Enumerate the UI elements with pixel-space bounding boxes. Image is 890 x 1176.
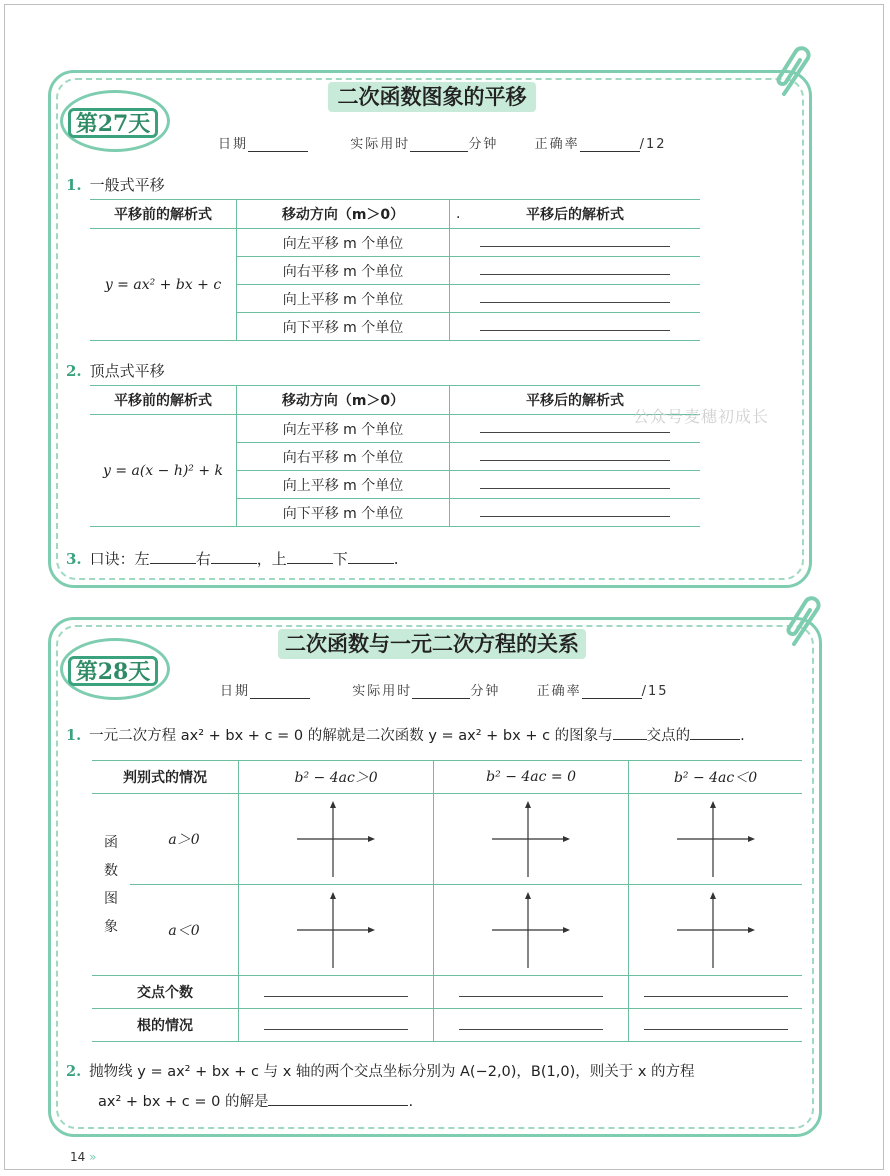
- mnemonic-down: 下: [332, 550, 348, 568]
- question-end: .: [740, 728, 745, 744]
- header-zero: b² − 4ac = 0: [434, 761, 629, 794]
- question-line2: ax² + bx + c = 0 的解是: [98, 1094, 269, 1110]
- mnemonic-prefix: 口诀：左: [89, 550, 150, 568]
- day27-meta: [218, 133, 667, 152]
- question-text: 一元二次方程 ax² + bx + c = 0 的解就是二次函数 y = ax² + bx + c 的图象与: [89, 728, 613, 744]
- row-left: 向左平移 m 个单位: [237, 229, 450, 257]
- row-right: 向右平移 m 个单位: [237, 257, 450, 285]
- header-after: 平移后的解析式: [496, 200, 700, 229]
- coordinate-axes-icon[interactable]: [490, 890, 572, 970]
- page-number-text: 14: [70, 1150, 86, 1164]
- question-text: 一般式平移: [89, 176, 165, 194]
- day28-q2-line2: [98, 1090, 413, 1111]
- answer-blank[interactable]: [480, 234, 670, 247]
- time-used-label: 实际用时: [350, 137, 411, 152]
- header-before: 平移前的解析式: [90, 200, 237, 229]
- date-blank[interactable]: [250, 683, 310, 699]
- chevron-right-icon: »: [89, 1150, 97, 1164]
- minutes-label: 分钟: [470, 684, 501, 699]
- day28-badge-label: 第28天: [68, 656, 158, 686]
- condition-a-negative: a＜0: [130, 885, 239, 976]
- formula-general: y = ax² + bx + c: [90, 229, 237, 341]
- minutes-label: 分钟: [468, 137, 499, 152]
- date-label: 日期: [220, 684, 251, 699]
- coordinate-axes-icon[interactable]: [295, 799, 377, 879]
- header-negative: b² − 4ac＜0: [629, 761, 802, 794]
- answer-blank[interactable]: [264, 1017, 408, 1030]
- day27-q1-heading: [66, 174, 165, 195]
- answer-blank[interactable]: [480, 262, 670, 275]
- accuracy-total: /12: [639, 137, 667, 152]
- row-left: 向左平移 m 个单位: [237, 415, 450, 443]
- answer-blank[interactable]: [459, 1017, 603, 1030]
- up-blank[interactable]: [287, 549, 333, 564]
- answer-blank[interactable]: [264, 984, 408, 997]
- day27-q2-table: [90, 385, 700, 527]
- row-intersections: 交点个数: [92, 976, 239, 1009]
- side-label-char: 象: [104, 918, 118, 935]
- side-label-char: 函: [104, 834, 118, 851]
- question-line2-end: .: [408, 1094, 414, 1110]
- header-discriminant: 判别式的情况: [92, 761, 239, 794]
- right-blank[interactable]: [211, 549, 257, 564]
- solution-blank[interactable]: [268, 1091, 408, 1106]
- header-dot: .: [450, 200, 497, 229]
- header-after: 平移后的解析式: [450, 386, 701, 415]
- mnemonic-right: 右: [195, 550, 211, 568]
- date-label: 日期: [218, 137, 249, 152]
- question-mid: 交点的: [646, 728, 691, 744]
- question-number: 2.: [66, 1063, 82, 1080]
- day27-badge: [60, 90, 170, 152]
- day27-q3: [66, 548, 399, 569]
- row-right: 向右平移 m 个单位: [237, 443, 450, 471]
- mnemonic-up: ，上: [256, 550, 287, 568]
- day27-q2-heading: [66, 360, 165, 381]
- header-before: 平移前的解析式: [90, 386, 237, 415]
- day28-meta: [220, 680, 669, 699]
- function-graph-label: [92, 794, 130, 976]
- answer-blank[interactable]: [644, 1017, 788, 1030]
- intersect-blank[interactable]: [613, 725, 647, 740]
- answer-blank[interactable]: [480, 504, 670, 517]
- answer-blank[interactable]: [480, 476, 670, 489]
- accuracy-total: /15: [641, 684, 669, 699]
- question-number: 2.: [66, 362, 82, 380]
- row-down: 向下平移 m 个单位: [237, 499, 450, 527]
- answer-blank[interactable]: [480, 290, 670, 303]
- header-direction: 移动方向（m＞0）: [237, 200, 450, 229]
- condition-a-positive: a＞0: [130, 794, 239, 885]
- row-down: 向下平移 m 个单位: [237, 313, 450, 341]
- time-blank[interactable]: [412, 683, 470, 699]
- answer-blank[interactable]: [480, 318, 670, 331]
- question-number: 3.: [66, 550, 82, 568]
- left-blank[interactable]: [150, 549, 196, 564]
- paperclip-icon: [784, 596, 828, 650]
- paperclip-icon: [774, 46, 818, 100]
- accuracy-blank[interactable]: [580, 136, 640, 152]
- time-blank[interactable]: [410, 136, 468, 152]
- coordinate-axes-icon[interactable]: [675, 799, 757, 879]
- page-number: [70, 1150, 96, 1164]
- down-blank[interactable]: [348, 549, 394, 564]
- header-positive: b² − 4ac＞0: [239, 761, 434, 794]
- coordinate-axes-icon[interactable]: [295, 890, 377, 970]
- watermark: 公众号麦穗初成长: [633, 407, 770, 426]
- question-number: 1.: [66, 176, 82, 194]
- accuracy-label: 正确率: [534, 137, 580, 152]
- day28-q1-text: [66, 724, 745, 745]
- day28-badge: [60, 638, 170, 700]
- day28-title: 二次函数与一元二次方程的关系: [278, 629, 586, 659]
- accuracy-blank[interactable]: [582, 683, 642, 699]
- question-line1: 抛物线 y = ax² + bx + c 与 x 轴的两个交点坐标分别为 A(−2,0)，B(1,0)，则关于 x 的方程: [89, 1064, 695, 1080]
- formula-vertex: y = a(x − h)² + k: [90, 415, 237, 527]
- mnemonic-end: .: [393, 550, 399, 568]
- time-used-label: 实际用时: [352, 684, 413, 699]
- answer-blank[interactable]: [644, 984, 788, 997]
- day28-q1-table: [92, 760, 802, 1042]
- date-blank[interactable]: [248, 136, 308, 152]
- answer-blank[interactable]: [459, 984, 603, 997]
- row-up: 向上平移 m 个单位: [237, 285, 450, 313]
- coordinate-axes-icon[interactable]: [490, 799, 572, 879]
- coordinate-axes-icon[interactable]: [675, 890, 757, 970]
- points-blank[interactable]: [690, 725, 740, 740]
- side-label-char: 数: [104, 862, 118, 879]
- day27-badge-label: 第27天: [68, 108, 158, 138]
- question-text: 顶点式平移: [89, 362, 165, 380]
- accuracy-label: 正确率: [536, 684, 582, 699]
- answer-blank[interactable]: [480, 448, 670, 461]
- day27-q1-table: [90, 199, 700, 341]
- question-number: 1.: [66, 727, 82, 744]
- day27-title: 二次函数图象的平移: [328, 82, 536, 112]
- row-roots: 根的情况: [92, 1009, 239, 1042]
- side-label-char: 图: [104, 890, 118, 907]
- day28-q2-line1: [66, 1060, 695, 1081]
- row-up: 向上平移 m 个单位: [237, 471, 450, 499]
- header-direction: 移动方向（m＞0）: [237, 386, 450, 415]
